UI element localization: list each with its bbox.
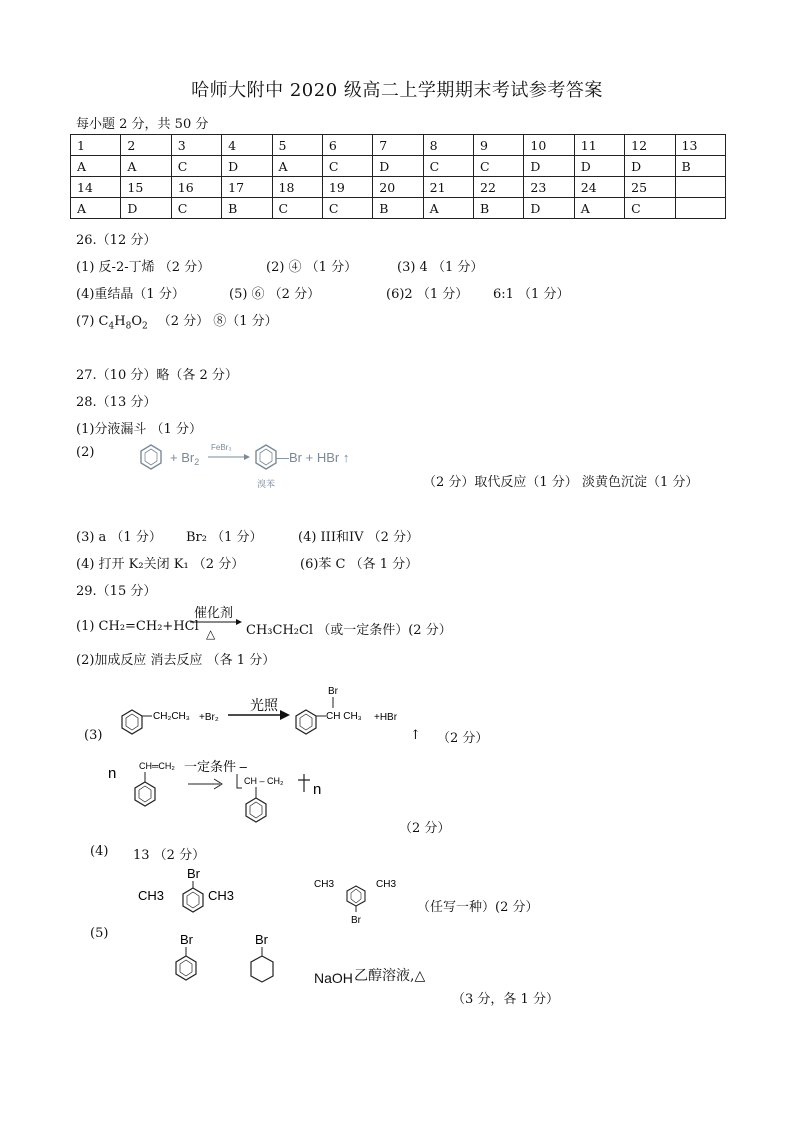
r2-score: （2 分） <box>399 821 451 836</box>
a5-score: （3 分，各 1 分） <box>452 992 559 1007</box>
table-cell: D <box>524 156 574 177</box>
table-cell: B <box>675 156 726 177</box>
table-cell: 20 <box>373 177 423 198</box>
table-cell: 16 <box>171 177 221 198</box>
s1-br: Br <box>187 866 200 881</box>
table-cell: 8 <box>423 135 473 156</box>
table-cell: 1 <box>71 135 121 156</box>
q28-answer-1: (1)分液漏斗 （1 分） <box>76 422 202 437</box>
r1-hbr: +HBr <box>374 712 398 723</box>
polystyrene-inner-icon <box>250 802 262 818</box>
table-cell: 14 <box>71 177 121 198</box>
table-cell: C <box>171 156 221 177</box>
polymer-bracket-left-icon <box>237 774 242 788</box>
table-cell: D <box>625 156 675 177</box>
structure-bromobenzene-bromocyclohexane <box>168 932 278 988</box>
table-cell: A <box>71 198 121 219</box>
table-cell: 21 <box>423 177 473 198</box>
table-cell: B <box>222 198 272 219</box>
table-cell: C <box>423 156 473 177</box>
q26-answer-7 <box>76 310 278 332</box>
table-cell: 6 <box>322 135 372 156</box>
table-cell: 4 <box>222 135 272 156</box>
q26-answer-6b: 6:1 （1 分） <box>493 287 570 302</box>
table-cell: 10 <box>524 135 574 156</box>
table-cell: C <box>625 198 675 219</box>
table-cell: B <box>373 198 423 219</box>
q26-answer-1: (1) 反-2-丁烯 （2 分） <box>76 260 211 275</box>
table-row <box>71 135 726 156</box>
eq-product-name: 溴苯 <box>257 479 276 489</box>
structure-5-bromo-xylene <box>312 870 408 928</box>
radical-bromination-equation <box>112 682 442 748</box>
a5-condition: 乙醇溶液,△ <box>354 968 426 984</box>
s1-ch3-left: CH3 <box>138 888 165 903</box>
q28-answer-3c: (4) III和IV （2 分） <box>298 530 420 545</box>
table-row <box>71 177 726 198</box>
formula-prefix: (7) C <box>76 314 109 329</box>
s2-ch3-right: CH3 <box>376 879 397 890</box>
table-cell: C <box>272 198 322 219</box>
r1-condition: 光照 <box>250 697 278 713</box>
q28-header: 28.（13 分） <box>76 395 157 410</box>
table-cell: 19 <box>322 177 372 198</box>
table-cell: 7 <box>373 135 423 156</box>
q29-heat: △ <box>206 627 216 641</box>
ethylbenzene-inner-icon <box>126 714 138 730</box>
table-cell: A <box>272 156 322 177</box>
bromination-equation <box>124 436 394 494</box>
scoring-note: 每小题 2 分，共 50 分 <box>76 117 209 132</box>
table-cell: 9 <box>474 135 524 156</box>
structure-2-bromo-xylene <box>136 864 256 922</box>
table-cell: C <box>171 198 221 219</box>
polymerization-equation <box>106 754 346 830</box>
formula-o: O <box>131 314 142 329</box>
q27-line: 27.（10 分）略（各 2 分） <box>76 368 238 383</box>
q26-answer-6a: (6)2 （1 分） <box>386 287 469 302</box>
q28-answer-2-tail: （2 分）取代反应（1 分） 淡黄色沉淀（1 分） <box>423 475 699 490</box>
b2-br: Br <box>255 932 268 947</box>
table-cell: 23 <box>524 177 574 198</box>
q29-answer-3-label: (3) <box>84 728 103 743</box>
r1-product: CH CH₃ <box>326 711 362 722</box>
table-cell: D <box>373 156 423 177</box>
bromobenzene-inner2-icon <box>180 960 192 976</box>
q28-answer-4: (4) 打开 K₂关闭 K₁ （2 分） <box>76 557 245 572</box>
r2-n-subscript: n <box>313 781 322 798</box>
formula-tail: （2 分） ⑧（1 分） <box>157 314 278 329</box>
table-cell: 5 <box>272 135 322 156</box>
bromo-product-inner-icon <box>300 714 312 730</box>
r1-gas-arrow: ↑ <box>410 728 421 743</box>
r2-n: n <box>108 765 117 782</box>
table-cell <box>675 198 726 219</box>
s1-ch3-right: CH3 <box>208 888 235 903</box>
q29-catalyst: 催化剂 <box>194 606 234 621</box>
arrowhead-icon <box>244 454 250 460</box>
q29-answer-1-left: (1) CH₂=CH₂+HCl <box>76 619 199 634</box>
r1-substituent: CH₂CH₃ <box>153 711 190 722</box>
r1-br: Br <box>328 686 338 697</box>
r2-polymer: CH – CH₂ <box>244 776 284 786</box>
styrene-inner-icon <box>139 786 151 802</box>
table-cell: D <box>524 198 574 219</box>
table-cell: D <box>121 198 171 219</box>
formula-h: H <box>114 314 126 329</box>
table-cell: 22 <box>474 177 524 198</box>
q29-answer-5-label: (5) <box>90 926 109 941</box>
q26-header: 26.（12 分） <box>76 233 157 248</box>
table-cell: 13 <box>675 135 726 156</box>
benzene-inner-icon <box>145 449 157 465</box>
table-cell: 15 <box>121 177 171 198</box>
table-cell: 11 <box>574 135 624 156</box>
q29-header: 29.（15 分） <box>76 584 157 599</box>
table-cell: 3 <box>171 135 221 156</box>
table-cell: 2 <box>121 135 171 156</box>
cyclohexane-ring-icon <box>251 956 273 982</box>
polymer-bracket-right-icon <box>298 774 310 792</box>
a5-reagent: NaOH <box>314 970 353 986</box>
table-cell: 18 <box>272 177 322 198</box>
structures-note: （任写一种）(2 分） <box>417 900 539 915</box>
table-cell: C <box>322 198 372 219</box>
table-cell: 25 <box>625 177 675 198</box>
q29-answer-2: (2)加成反应 消去反应 （各 1 分） <box>76 653 276 668</box>
table-row <box>71 156 726 177</box>
eq-catalyst: FeBr₃ <box>211 443 232 452</box>
answer-table <box>70 134 726 219</box>
q29-answer-4-label: (4) <box>90 844 109 859</box>
q26-answer-2: (2) ④ （1 分） <box>266 260 358 275</box>
table-cell: A <box>423 198 473 219</box>
s1-inner-icon <box>187 892 199 908</box>
q28-answer-3b: Br₂ （1 分） <box>186 530 263 545</box>
page-title: 哈师大附中 2020 级高二上学期期末考试参考答案 <box>191 80 603 101</box>
table-cell: A <box>71 156 121 177</box>
formula-sub-c: 4 <box>108 321 115 332</box>
q29-answer-4-value: 13 （2 分） <box>133 848 206 863</box>
q26-answer-4: (4)重结晶（1 分） <box>76 287 185 302</box>
table-cell <box>675 177 726 198</box>
table-cell: B <box>474 198 524 219</box>
b1-br: Br <box>180 932 193 947</box>
q28-answer-3a: (3) a （1 分） <box>76 530 162 545</box>
q28-answer-6: (6)苯 C （各 1 分） <box>300 557 419 572</box>
table-cell: A <box>574 198 624 219</box>
table-cell: C <box>322 156 372 177</box>
formula-sub-o: 2 <box>141 321 148 332</box>
table-cell: D <box>222 156 272 177</box>
eq-product: —Br + HBr ↑ <box>276 450 350 465</box>
q26-answer-3: (3) 4 （1 分） <box>397 260 484 275</box>
table-cell: 17 <box>222 177 272 198</box>
r1-arrowhead-icon <box>280 710 290 720</box>
r2-substituent: CH═CH₂ <box>139 761 175 771</box>
table-row <box>71 198 726 219</box>
s2-ch3-left: CH3 <box>314 879 335 890</box>
eq-plus-br: + $Br_2$ <box>170 450 200 467</box>
r1-score: （2 分） <box>437 731 489 746</box>
q29-answer-1-right: CH₃CH₂Cl （或一定条件）(2 分） <box>246 623 452 638</box>
r1-reagent: +Br₂ <box>199 712 219 723</box>
r2-condition: 一定条件 – <box>184 759 247 774</box>
table-cell: A <box>121 156 171 177</box>
bromobenzene-inner-icon <box>260 449 272 465</box>
table-cell: 12 <box>625 135 675 156</box>
table-cell: C <box>474 156 524 177</box>
table-cell: D <box>574 156 624 177</box>
q26-answer-5: (5) ⑥ （2 分） <box>229 287 321 302</box>
table-cell: 24 <box>574 177 624 198</box>
q29-arrow <box>190 616 242 628</box>
q28-answer-2-label: (2) <box>76 445 95 460</box>
s2-inner-icon <box>351 889 361 903</box>
s2-br: Br <box>351 915 361 926</box>
formula-sub-h: 8 <box>125 321 132 332</box>
